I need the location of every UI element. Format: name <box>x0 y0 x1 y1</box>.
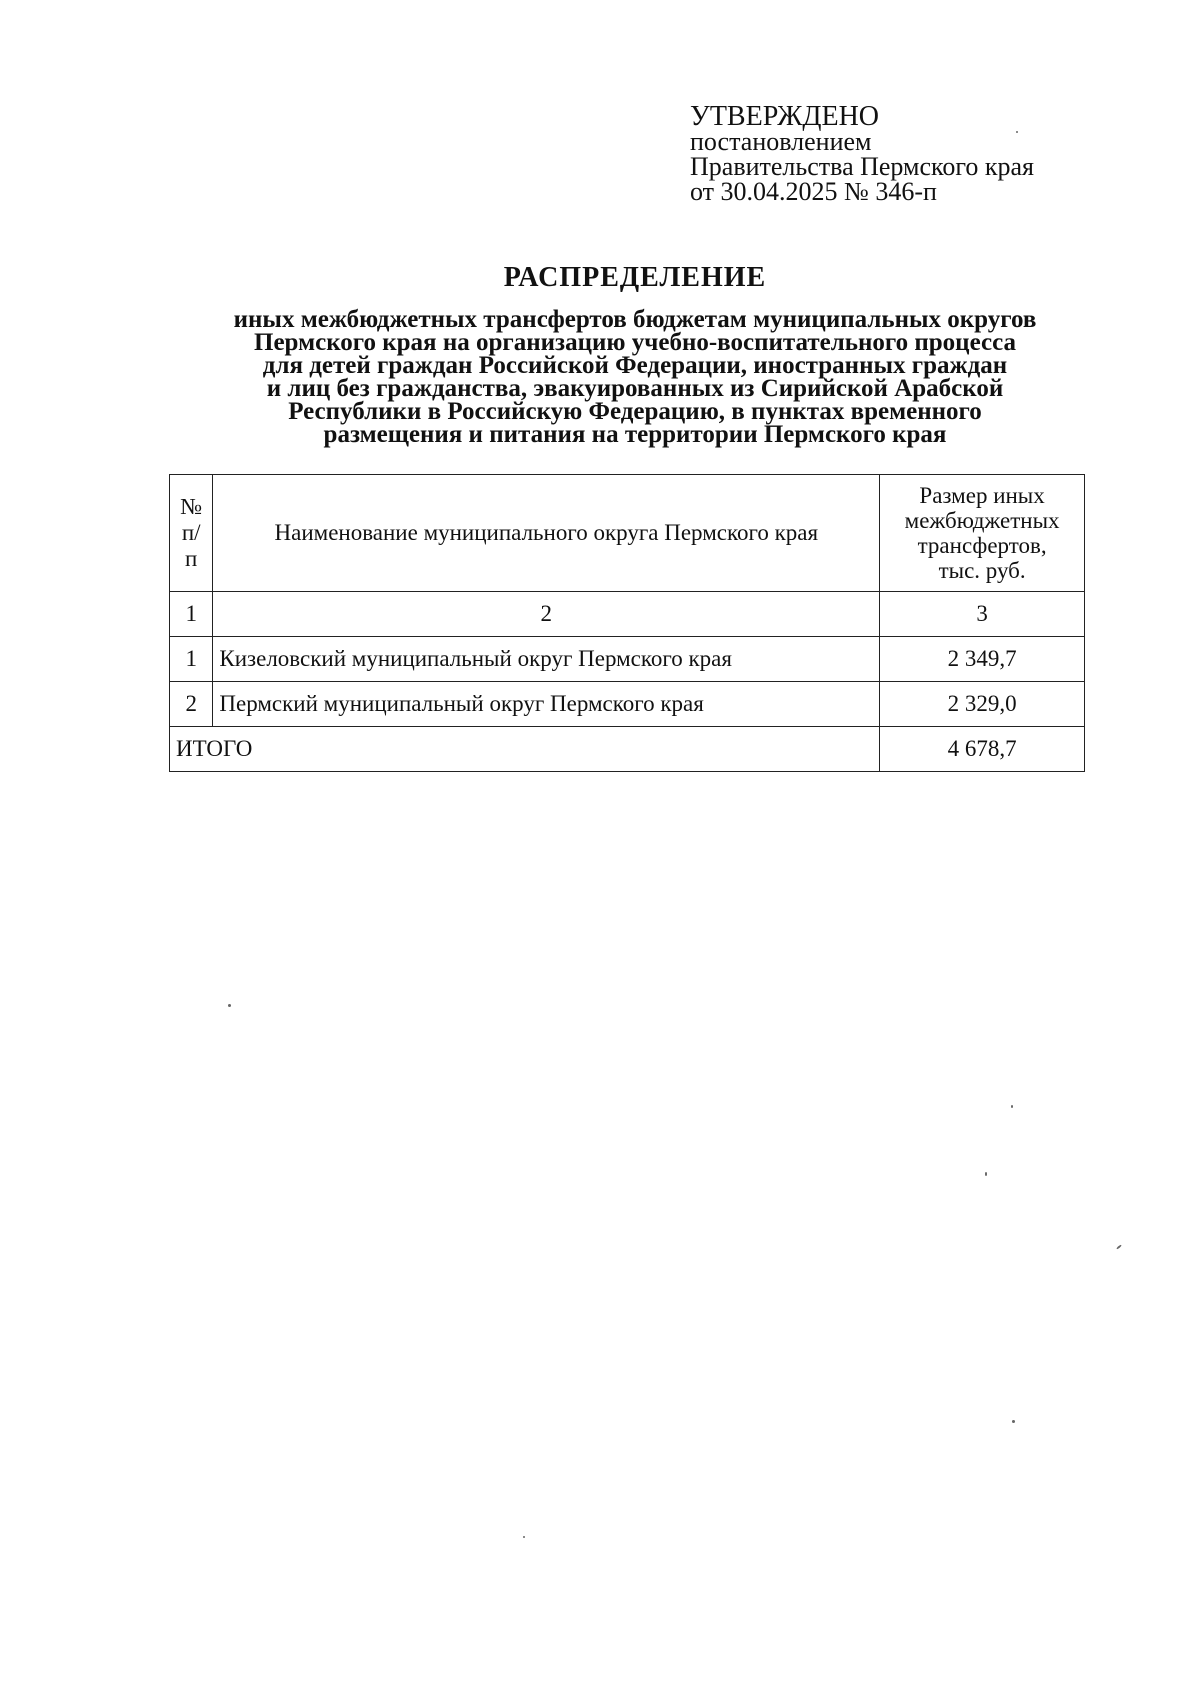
scan-speck <box>1116 1244 1122 1249</box>
header-district-name: Наименование муниципального округа Пермского края <box>213 475 880 592</box>
title-line: размещения и питания на территории Пермского края <box>323 421 947 448</box>
row-amount: 2 349,7 <box>880 637 1085 682</box>
row-number: 1 <box>170 637 213 682</box>
title-main: РАСПРЕДЕЛЕНИЕ <box>503 262 767 293</box>
scan-speck <box>228 1004 231 1007</box>
row-district-name: Пермский муниципальный округ Пермского края <box>213 682 880 727</box>
header-number <box>170 475 213 592</box>
title-subtitle <box>110 308 1160 446</box>
row-amount: 2 329,0 <box>880 682 1085 727</box>
header-amount-line: межбюджетных <box>904 508 1060 533</box>
header-amount-line: тыс. руб. <box>938 558 1026 583</box>
header-number-sign: № <box>180 494 203 519</box>
title-line: и лиц без гражданства, эвакуированных из Сирийской Арабской <box>266 375 1004 402</box>
title-line: Пермского края на организацию учебно-воспитательного процесса <box>254 329 1016 356</box>
column-index-row <box>170 592 1085 637</box>
scan-speck <box>985 1172 987 1176</box>
column-index: 1 <box>170 592 213 637</box>
header-amount <box>880 475 1085 592</box>
header-number-abbr: п/п <box>181 520 201 571</box>
document-title <box>110 262 1160 446</box>
distribution-table <box>169 474 1085 772</box>
total-amount: 4 678,7 <box>880 727 1085 772</box>
column-index: 2 <box>213 592 880 637</box>
approval-stamp <box>690 101 1110 206</box>
scan-speck <box>1011 1105 1013 1108</box>
row-number: 2 <box>170 682 213 727</box>
header-amount-line: трансфертов, <box>917 533 1047 558</box>
approval-line-date-number: от 30.04.2025 № 346-п <box>690 177 937 206</box>
approval-line-government: Правительства Пермского края <box>690 152 1034 181</box>
approval-line-resolution: постановлением <box>690 127 872 156</box>
table-row <box>170 637 1085 682</box>
scan-speck <box>1016 131 1018 133</box>
scan-speck <box>523 1536 525 1538</box>
row-district-name: Кизеловский муниципальный округ Пермского края <box>213 637 880 682</box>
title-line: для детей граждан Российской Федерации, иностранных граждан <box>262 352 1008 379</box>
table-row <box>170 682 1085 727</box>
header-amount-line: Размер иных <box>919 483 1045 508</box>
scan-speck <box>1012 1420 1015 1423</box>
table-total-row <box>170 727 1085 772</box>
table-header-row <box>170 475 1085 592</box>
title-line: Республики в Российскую Федерацию, в пунктах временного <box>288 398 982 425</box>
approval-heading: УТВЕРЖДЕНО <box>690 101 880 132</box>
column-index: 3 <box>880 592 1085 637</box>
title-line: иных межбюджетных трансфертов бюджетам муниципальных округов <box>233 306 1037 333</box>
total-label: ИТОГО <box>170 727 880 772</box>
